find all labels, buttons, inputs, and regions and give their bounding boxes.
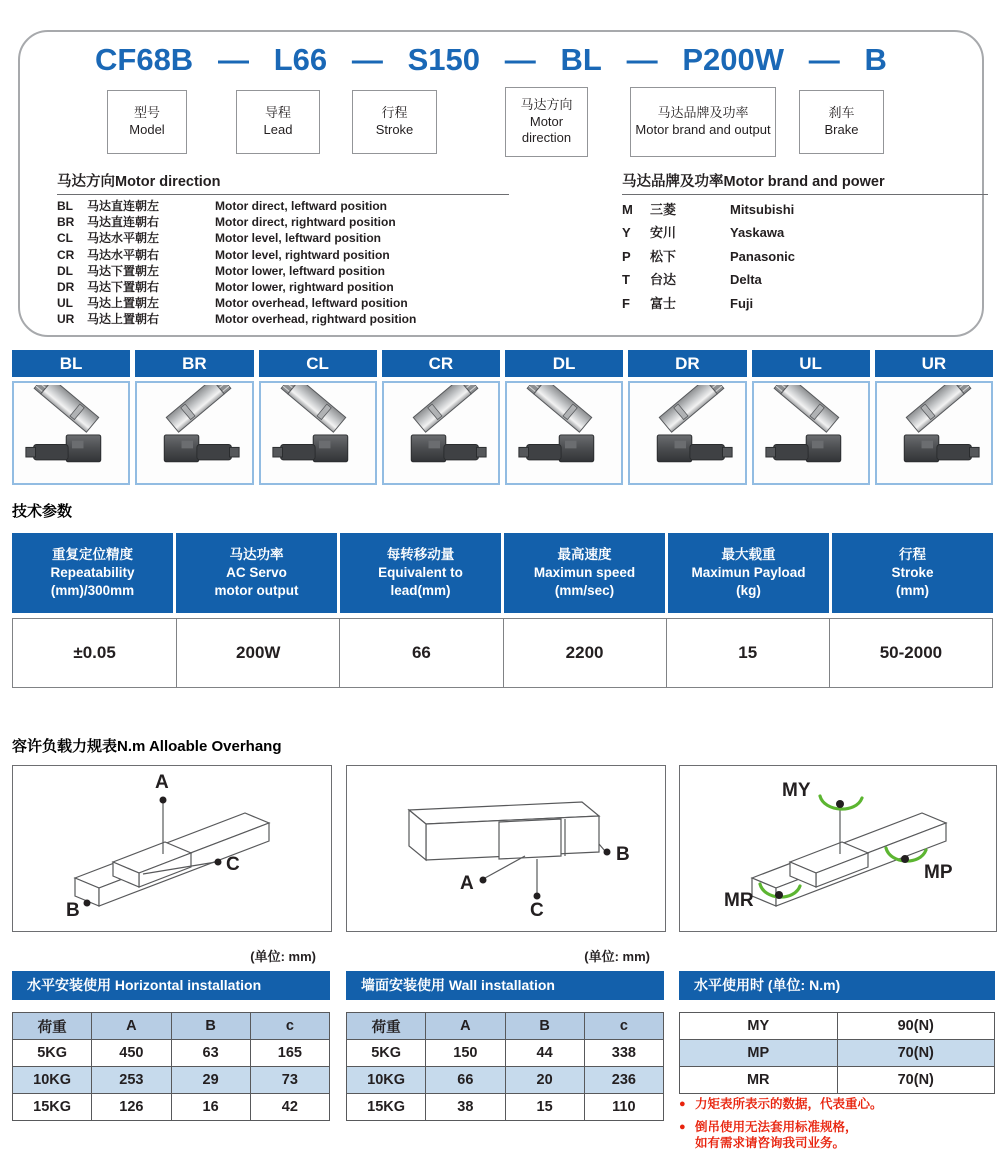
header-line-zh: 最高速度 [557, 546, 612, 562]
actuator-photo [505, 381, 623, 485]
label-zh: 型号 [133, 105, 160, 121]
direction-en: Motor overhead, rightward position [215, 312, 417, 327]
actuator-drawing [634, 385, 740, 481]
motor-direction-list [57, 198, 509, 328]
motor-direction-item [57, 311, 509, 327]
diagram-label-b: B [616, 844, 630, 865]
direction-zh: 马达水平朝左 [87, 231, 160, 246]
diagram-label-c: C [226, 854, 240, 875]
header-line-en: Maximun speed [533, 564, 636, 580]
motor-direction-item [57, 230, 509, 246]
brand-code: F [622, 295, 630, 311]
direction-code: DL [57, 263, 73, 278]
load-cell: 5KG [13, 1040, 92, 1067]
model-code-part: P200W [682, 42, 785, 77]
actuator-drawing [141, 385, 247, 481]
note-item [679, 1096, 995, 1112]
header-line-unit: (mm/sec) [554, 583, 615, 599]
diagram-label-a: A [155, 772, 169, 793]
tech-params-value: 15 [666, 619, 829, 687]
table-row [347, 1067, 664, 1094]
load-cell: 15KG [347, 1094, 426, 1121]
diagram-moments-iso [680, 766, 996, 931]
diagram-label-b: B [66, 900, 80, 921]
table-row [347, 1040, 664, 1067]
motor-direction-item [57, 295, 509, 311]
model-code-panel [18, 30, 984, 337]
direction-en: Motor direct, rightward position [215, 215, 396, 230]
actuator-photo [259, 381, 377, 485]
table-row [347, 1094, 664, 1121]
b-cell: 15 [505, 1094, 584, 1121]
brand-code: P [622, 248, 631, 264]
motor-brand-legend [622, 170, 988, 315]
actuator-photo [382, 381, 500, 485]
orientation-cell [628, 350, 746, 485]
moment-name-cell: MP [680, 1040, 838, 1067]
tech-params-value: 50-2000 [829, 619, 992, 687]
overhang-diagram-moments [679, 765, 997, 932]
direction-zh: 马达下置朝左 [87, 263, 160, 278]
brand-en: Delta [730, 272, 762, 288]
actuator-drawing [758, 385, 864, 481]
brand-en: Fuji [730, 295, 754, 311]
a-cell: 126 [92, 1094, 171, 1121]
tech-params-header-row [12, 533, 993, 613]
orientation-label: DL [505, 350, 623, 377]
header-line-unit: (kg) [736, 583, 761, 599]
model-code-label [107, 90, 187, 154]
overhang-title: 容许负载力规表N.m Alloable Overhang [12, 738, 282, 755]
model-code-part: — [351, 42, 383, 77]
actuator-drawing [388, 385, 494, 481]
motor-direction-title: 马达方向Motor direction [57, 170, 509, 195]
motor-brand-item [622, 221, 988, 244]
table-row [13, 1040, 330, 1067]
direction-zh: 马达直连朝左 [87, 199, 160, 213]
motor-brand-title: 马达品牌及功率Motor brand and power [622, 170, 988, 195]
wall-install-bar: 墙面安装使用 Wall installation [346, 971, 664, 1000]
header-line-en: AC Servo [226, 564, 287, 580]
label-en: Brake [824, 122, 859, 137]
c-cell: 73 [250, 1067, 329, 1094]
brand-en: Yaskawa [730, 225, 785, 241]
direction-code: UR [57, 312, 75, 327]
column-header: B [505, 1013, 584, 1040]
model-code-part: — [217, 42, 249, 77]
c-cell: 110 [584, 1094, 663, 1121]
orientation-gallery [12, 350, 993, 485]
direction-en: Motor lower, rightward position [215, 280, 394, 295]
table-row [13, 1094, 330, 1121]
table-row [680, 1013, 995, 1040]
brand-zh: 三菱 [650, 202, 677, 217]
direction-code: UL [57, 296, 73, 311]
load-cell: 15KG [13, 1094, 92, 1121]
direction-zh: 马达水平朝右 [87, 247, 160, 262]
b-cell: 44 [505, 1040, 584, 1067]
diagram-label-c: C [530, 900, 544, 921]
model-code-part: S150 [407, 42, 481, 77]
model-code-part: — [626, 42, 658, 77]
a-cell: 450 [92, 1040, 171, 1067]
direction-en: Motor direct, leftward position [215, 199, 388, 213]
header-line-zh: 行程 [899, 546, 926, 562]
motor-brand-item [622, 198, 988, 221]
actuator-drawing [881, 385, 987, 481]
column-header: A [92, 1013, 171, 1040]
note-text [695, 1119, 858, 1151]
orientation-cell [875, 350, 993, 485]
tech-params-value: 200W [176, 619, 339, 687]
orientation-label: UL [752, 350, 870, 377]
header-line-zh: 重复定位精度 [52, 546, 133, 562]
load-cell: 5KG [347, 1040, 426, 1067]
brand-zh: 台达 [650, 272, 677, 288]
actuator-photo [752, 381, 870, 485]
bullet-icon: ● [679, 1098, 686, 1110]
actuator-photo [135, 381, 253, 485]
overhang-diagram-wall [346, 765, 666, 932]
moment-table [679, 1012, 995, 1094]
direction-en: Motor lower, leftward position [215, 263, 386, 278]
orientation-cell [259, 350, 377, 485]
direction-en: Motor level, leftward position [215, 231, 382, 246]
column-header: c [584, 1013, 663, 1040]
label-zh: 刹车 [828, 105, 855, 121]
load-cell: 10KG [13, 1067, 92, 1094]
actuator-photo [875, 381, 993, 485]
motor-brand-list [622, 198, 988, 315]
note-line-1: 力矩表所表示的数据，代表重心。 [695, 1097, 883, 1111]
diagram-abc-side [347, 766, 665, 931]
label-en: Model [129, 122, 165, 137]
model-code-part: B [864, 42, 887, 77]
tech-params-header-cell [340, 533, 501, 613]
direction-code: BL [57, 199, 73, 213]
c-cell: 338 [584, 1040, 663, 1067]
note-line-1: 倒吊使用无法套用标准规格， [695, 1120, 858, 1134]
model-code-label [505, 87, 588, 157]
orientation-cell [752, 350, 870, 485]
model-code [95, 42, 887, 78]
table-row [680, 1067, 995, 1094]
tech-params-header-cell [176, 533, 337, 613]
column-header: B [171, 1013, 250, 1040]
b-cell: 20 [505, 1067, 584, 1094]
footnotes [679, 1096, 995, 1158]
brand-code: M [622, 202, 633, 217]
column-header: c [250, 1013, 329, 1040]
direction-zh: 马达上置朝右 [87, 312, 160, 327]
header-line-zh: 每转移动量 [386, 546, 455, 562]
header-line-unit: (mm)/300mm [50, 583, 135, 599]
brand-en: Mitsubishi [730, 202, 795, 217]
motor-direction-legend [57, 170, 509, 328]
motor-direction-item [57, 279, 509, 295]
header-line-en: Equivalent to [378, 564, 463, 580]
brand-zh: 安川 [650, 225, 677, 241]
moment-name-cell: MY [680, 1013, 838, 1040]
direction-en: Motor level, rightward position [215, 247, 390, 262]
tech-params-header-cell [668, 533, 829, 613]
note-item [679, 1119, 995, 1151]
orientation-label: BR [135, 350, 253, 377]
b-cell: 29 [171, 1067, 250, 1094]
actuator-photo [628, 381, 746, 485]
brand-code: T [622, 272, 630, 288]
header-line-unit: lead(mm) [390, 583, 451, 599]
a-cell: 150 [426, 1040, 505, 1067]
actuator-photo [12, 381, 130, 485]
tech-params-value: 2200 [503, 619, 666, 687]
moment-value-cell: 90(N) [837, 1013, 995, 1040]
wall-install-table [346, 1012, 664, 1121]
orientation-label: UR [875, 350, 993, 377]
header-line-zh: 最大载重 [721, 546, 776, 562]
table-row [13, 1067, 330, 1094]
b-cell: 16 [171, 1094, 250, 1121]
brand-en: Panasonic [730, 248, 796, 264]
direction-code: CR [57, 247, 75, 262]
label-en: Motor direction [521, 113, 572, 146]
a-cell: 253 [92, 1067, 171, 1094]
moment-name-cell: MR [680, 1067, 838, 1094]
tech-params-value-row [12, 618, 993, 688]
brand-code: Y [622, 225, 631, 241]
model-code-part: CF68B [95, 42, 194, 77]
direction-zh: 马达下置朝右 [87, 280, 160, 295]
header-line-en: Repeatability [50, 564, 135, 580]
diagram-label-my: MY [782, 780, 811, 801]
label-zh: 行程 [381, 105, 408, 121]
label-zh: 马达品牌及功率 [657, 105, 749, 121]
header-line-zh: 马达功率 [229, 546, 284, 562]
model-code-part: — [808, 42, 840, 77]
header-line-unit: motor output [214, 583, 299, 599]
brand-zh: 富士 [650, 295, 677, 311]
orientation-label: CL [259, 350, 377, 377]
tech-params-title: 技术参数 [12, 503, 73, 520]
c-cell: 42 [250, 1094, 329, 1121]
motor-direction-item [57, 198, 509, 214]
tech-params-header-cell [12, 533, 173, 613]
model-code-label [799, 90, 884, 154]
orientation-label: DR [628, 350, 746, 377]
moment-value-cell: 70(N) [837, 1067, 995, 1094]
orientation-label: CR [382, 350, 500, 377]
column-header: 荷重 [347, 1013, 426, 1040]
model-code-label [630, 87, 776, 157]
column-header: 荷重 [13, 1013, 92, 1040]
motor-direction-item [57, 247, 509, 263]
column-header: A [426, 1013, 505, 1040]
orientation-label: BL [12, 350, 130, 377]
diagram-label-mp: MP [924, 862, 953, 883]
header-line-en: Stroke [891, 564, 934, 580]
model-code-part: L66 [273, 42, 328, 77]
actuator-drawing [511, 385, 617, 481]
motor-brand-item [622, 268, 988, 291]
label-zh: 马达方向 [520, 96, 573, 112]
c-cell: 236 [584, 1067, 663, 1094]
c-cell: 165 [250, 1040, 329, 1067]
orientation-cell [12, 350, 130, 485]
unit-mm-label: (单位: mm) [250, 949, 316, 964]
label-en: Stroke [375, 122, 414, 137]
horizontal-install-bar: 水平安装使用 Horizontal installation [12, 971, 330, 1000]
motor-brand-item [622, 245, 988, 268]
label-en: Motor brand and output [635, 122, 771, 137]
unit-mm-label: (单位: mm) [584, 949, 650, 964]
table-row [680, 1040, 995, 1067]
motor-direction-item [57, 214, 509, 230]
bullet-icon: ● [679, 1121, 686, 1133]
direction-zh: 马达直连朝右 [87, 215, 160, 230]
diagram-label-mr: MR [724, 890, 754, 911]
direction-code: CL [57, 231, 73, 246]
direction-code: BR [57, 215, 75, 230]
model-code-label [352, 90, 437, 154]
header-line-en: Maximun Payload [691, 564, 806, 580]
brand-zh: 松下 [650, 248, 677, 264]
tech-params-header-cell [504, 533, 665, 613]
header-line-unit: (mm) [896, 583, 929, 599]
moment-bar: 水平使用时 (单位: N.m) [679, 971, 995, 1000]
tech-params-header-cell [832, 533, 993, 613]
note-line-2: 如有需求请咨询我司业务。 [695, 1136, 846, 1150]
orientation-cell [135, 350, 253, 485]
a-cell: 66 [426, 1067, 505, 1094]
direction-en: Motor overhead, leftward position [215, 296, 408, 311]
note-text [695, 1096, 883, 1112]
label-en: Lead [263, 122, 293, 137]
b-cell: 63 [171, 1040, 250, 1067]
model-code-label [236, 90, 320, 154]
a-cell: 38 [426, 1094, 505, 1121]
moment-value-cell: 70(N) [837, 1040, 995, 1067]
motor-brand-item [622, 292, 988, 315]
actuator-drawing [265, 385, 371, 481]
model-code-part: — [504, 42, 536, 77]
model-code-part: BL [560, 42, 602, 77]
direction-zh: 马达上置朝左 [87, 296, 160, 311]
orientation-cell [505, 350, 623, 485]
header-row [13, 1013, 330, 1040]
orientation-cell [382, 350, 500, 485]
tech-params-value: 66 [339, 619, 502, 687]
diagram-abc-iso [13, 766, 331, 931]
direction-code: DR [57, 280, 75, 295]
tech-params-value: ±0.05 [73, 643, 116, 662]
header-row [347, 1013, 664, 1040]
motor-direction-item [57, 263, 509, 279]
load-cell: 10KG [347, 1067, 426, 1094]
label-zh: 导程 [264, 105, 291, 121]
actuator-drawing [18, 385, 124, 481]
overhang-diagram-horizontal [12, 765, 332, 932]
diagram-label-a: A [460, 873, 474, 894]
horizontal-install-table [12, 1012, 330, 1121]
